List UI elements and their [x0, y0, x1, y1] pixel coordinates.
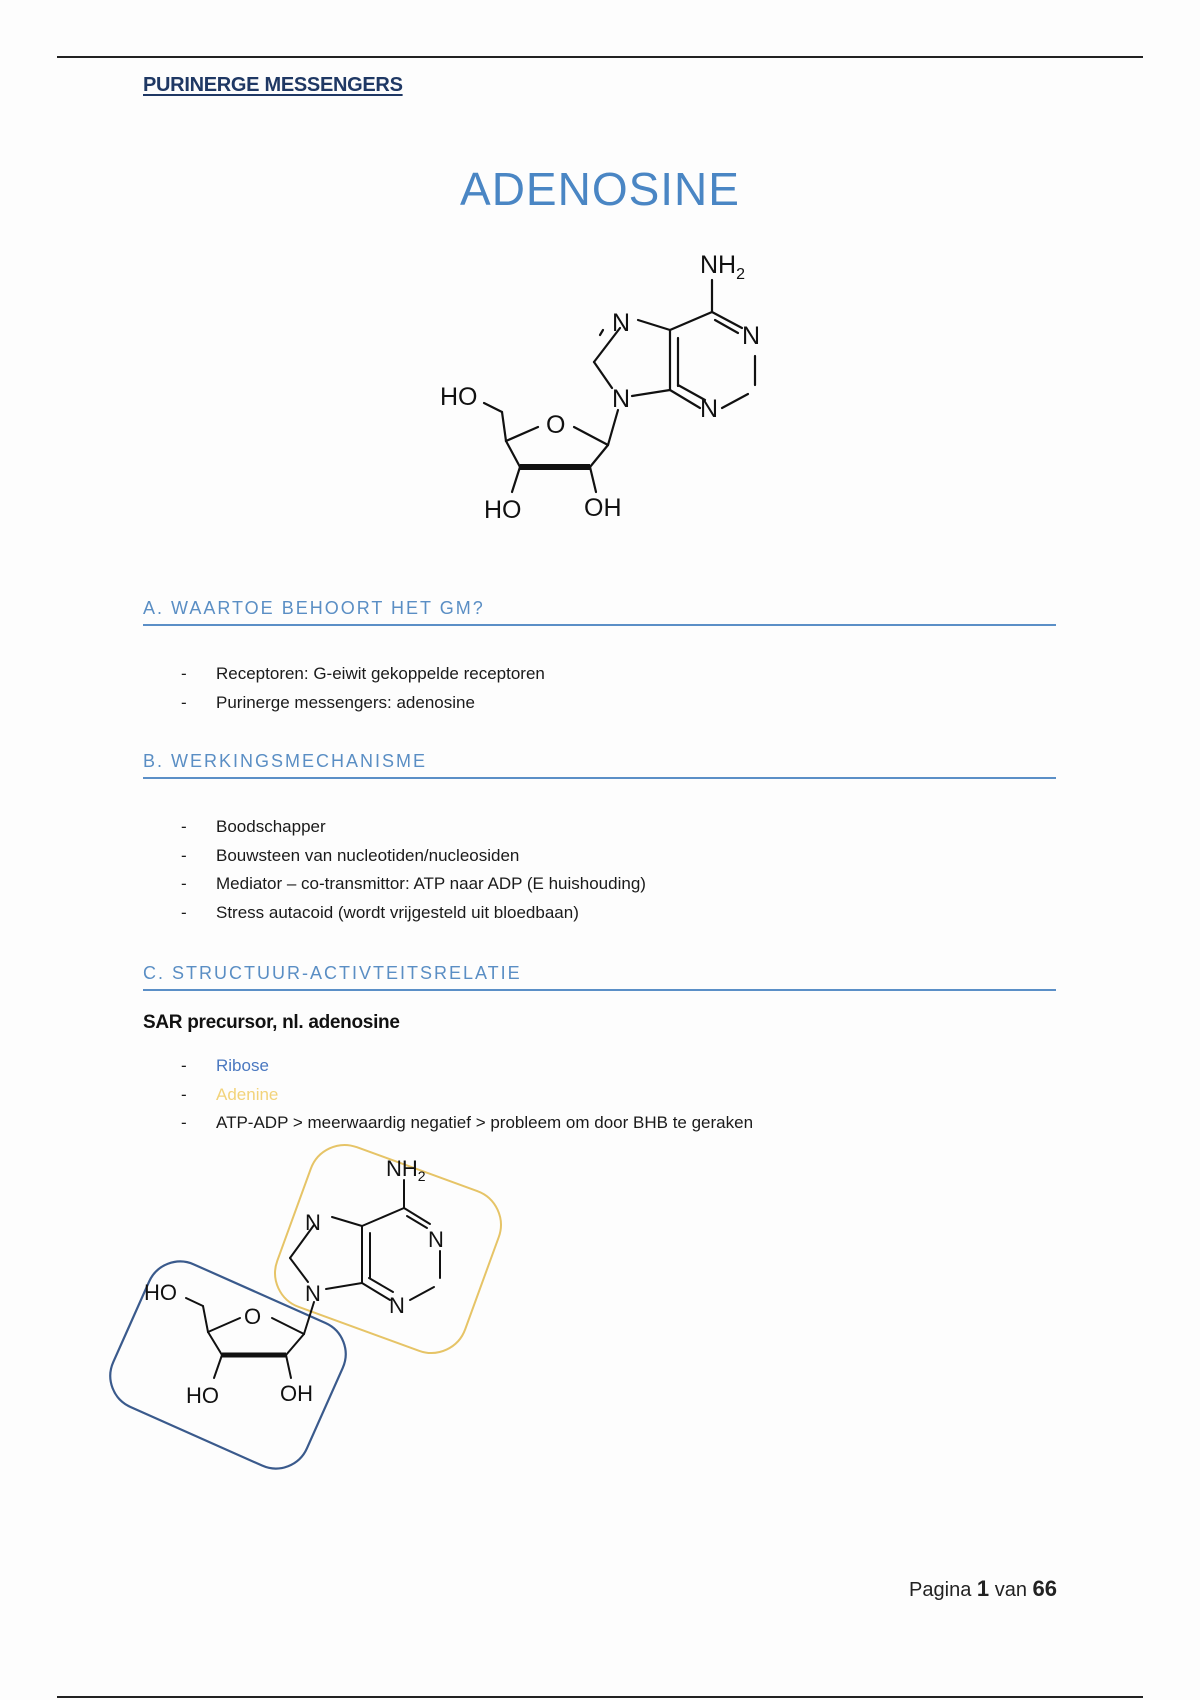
list-item-charge: - ATP-ADP > meerwaardig negatief > probleem om door BHB te geraken	[181, 1113, 754, 1132]
list-item: - Bouwsteen van nucleotiden/nucleosiden	[181, 845, 520, 865]
n1-label: N	[428, 1227, 444, 1252]
section-heading-b: B. WERKINGSMECHANISME	[143, 751, 1056, 779]
oh-2-label: OH	[280, 1381, 313, 1406]
list-item: - Receptoren: G-eiwit gekoppelde receptoren	[181, 664, 545, 683]
section-heading-a: A. WAARTOE BEHOORT HET GM?	[143, 598, 1056, 626]
section-c-list	[143, 1052, 753, 1138]
section-heading-c: C. STRUCTUUR-ACTIVTEITSRELATIE	[143, 963, 1056, 991]
nh2-label: $NH_2$	[700, 251, 746, 283]
page-number: Pagina 1 van 66	[909, 1576, 1057, 1601]
bottom-rule	[57, 1696, 1143, 1698]
n3-label: N	[700, 395, 719, 423]
list-item: - Mediator – co-transmittor: ATP naar ADP (E huishouding)	[181, 874, 646, 893]
n1-label: N	[742, 322, 761, 350]
sar-subheading: SAR precursor, nl. adenosine	[143, 1012, 400, 1033]
list-item: - Boodschapper	[181, 817, 326, 836]
section-b-list	[143, 813, 646, 927]
ring-oxygen-label: O	[546, 411, 566, 439]
ring-oxygen-label: O	[244, 1304, 262, 1329]
ho-3-label: HO	[484, 496, 522, 524]
list-item-adenine: - Adenine	[181, 1084, 279, 1104]
n3-label: N	[389, 1293, 405, 1318]
n7-label: N	[612, 309, 631, 337]
list-item: - Stress autacoid (wordt vrijgesteld uit bloedbaan)	[181, 902, 579, 922]
ho-5-label: HO	[144, 1280, 177, 1305]
oh-2-label: OH	[584, 494, 622, 522]
list-item: - Purinerge messengers: adenosine	[181, 692, 475, 712]
adenosine-structure-main	[0, 0, 1200, 540]
page-title: ADENOSINE	[460, 163, 740, 215]
n9-label: N	[305, 1281, 321, 1306]
section-a-list	[143, 660, 545, 717]
adenosine-structure-annotated	[0, 1140, 560, 1470]
list-item-ribose: - Ribose	[181, 1056, 269, 1075]
n7-label: N	[305, 1210, 321, 1235]
running-header: PURINERGE MESSENGERS	[143, 74, 403, 96]
n9-label: N	[612, 385, 631, 413]
ho-3-label: HO	[186, 1383, 219, 1408]
ho-5-label: HO	[440, 383, 478, 411]
nh2-label: $NH_2$	[386, 1156, 426, 1184]
